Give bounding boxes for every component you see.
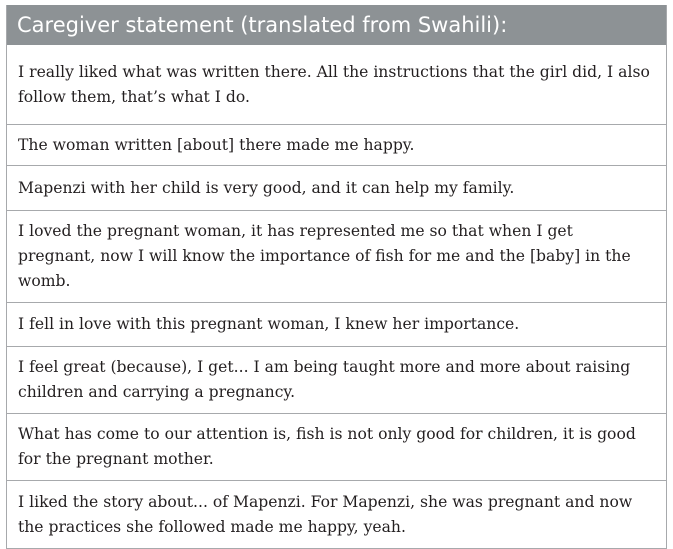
caregiver-statements-table — [6, 5, 667, 549]
table-row — [7, 165, 666, 210]
statement-text: I really liked what was written there. All the instructions that the girl did, I also follow them, that’s what I do. — [18, 62, 650, 106]
table-row — [7, 480, 666, 548]
table-row — [7, 210, 666, 302]
table-header: Caregiver statement (translated from Swahili): — [7, 5, 666, 45]
table-row — [7, 45, 666, 124]
statement-text: The woman written [about] there made me happy. — [18, 135, 415, 154]
statement-text: I liked the story about... of Mapenzi. For Mapenzi, she was pregnant and now the practices she followed made me happy, yeah. — [18, 492, 633, 536]
statement-text: I fell in love with this pregnant woman, I knew her importance. — [18, 315, 520, 333]
statement-text: Mapenzi with her child is very good, and it can help my family. — [18, 178, 515, 197]
table-row — [7, 124, 666, 165]
statement-text: I feel great (because), I get... I am being taught more and more about raising children and carrying a pregnancy. — [18, 358, 631, 401]
table-row — [7, 346, 666, 413]
table-body — [7, 45, 666, 548]
table-row — [7, 302, 666, 346]
table-row — [7, 413, 666, 480]
statement-text: I loved the pregnant woman, it has represented me so that when I get pregnant, now I will know the importance of fish for me and the [baby] in the womb. — [18, 222, 631, 290]
statement-text: What has come to our attention is, fish is not only good for children, it is good for the pregnant mother. — [18, 425, 636, 468]
